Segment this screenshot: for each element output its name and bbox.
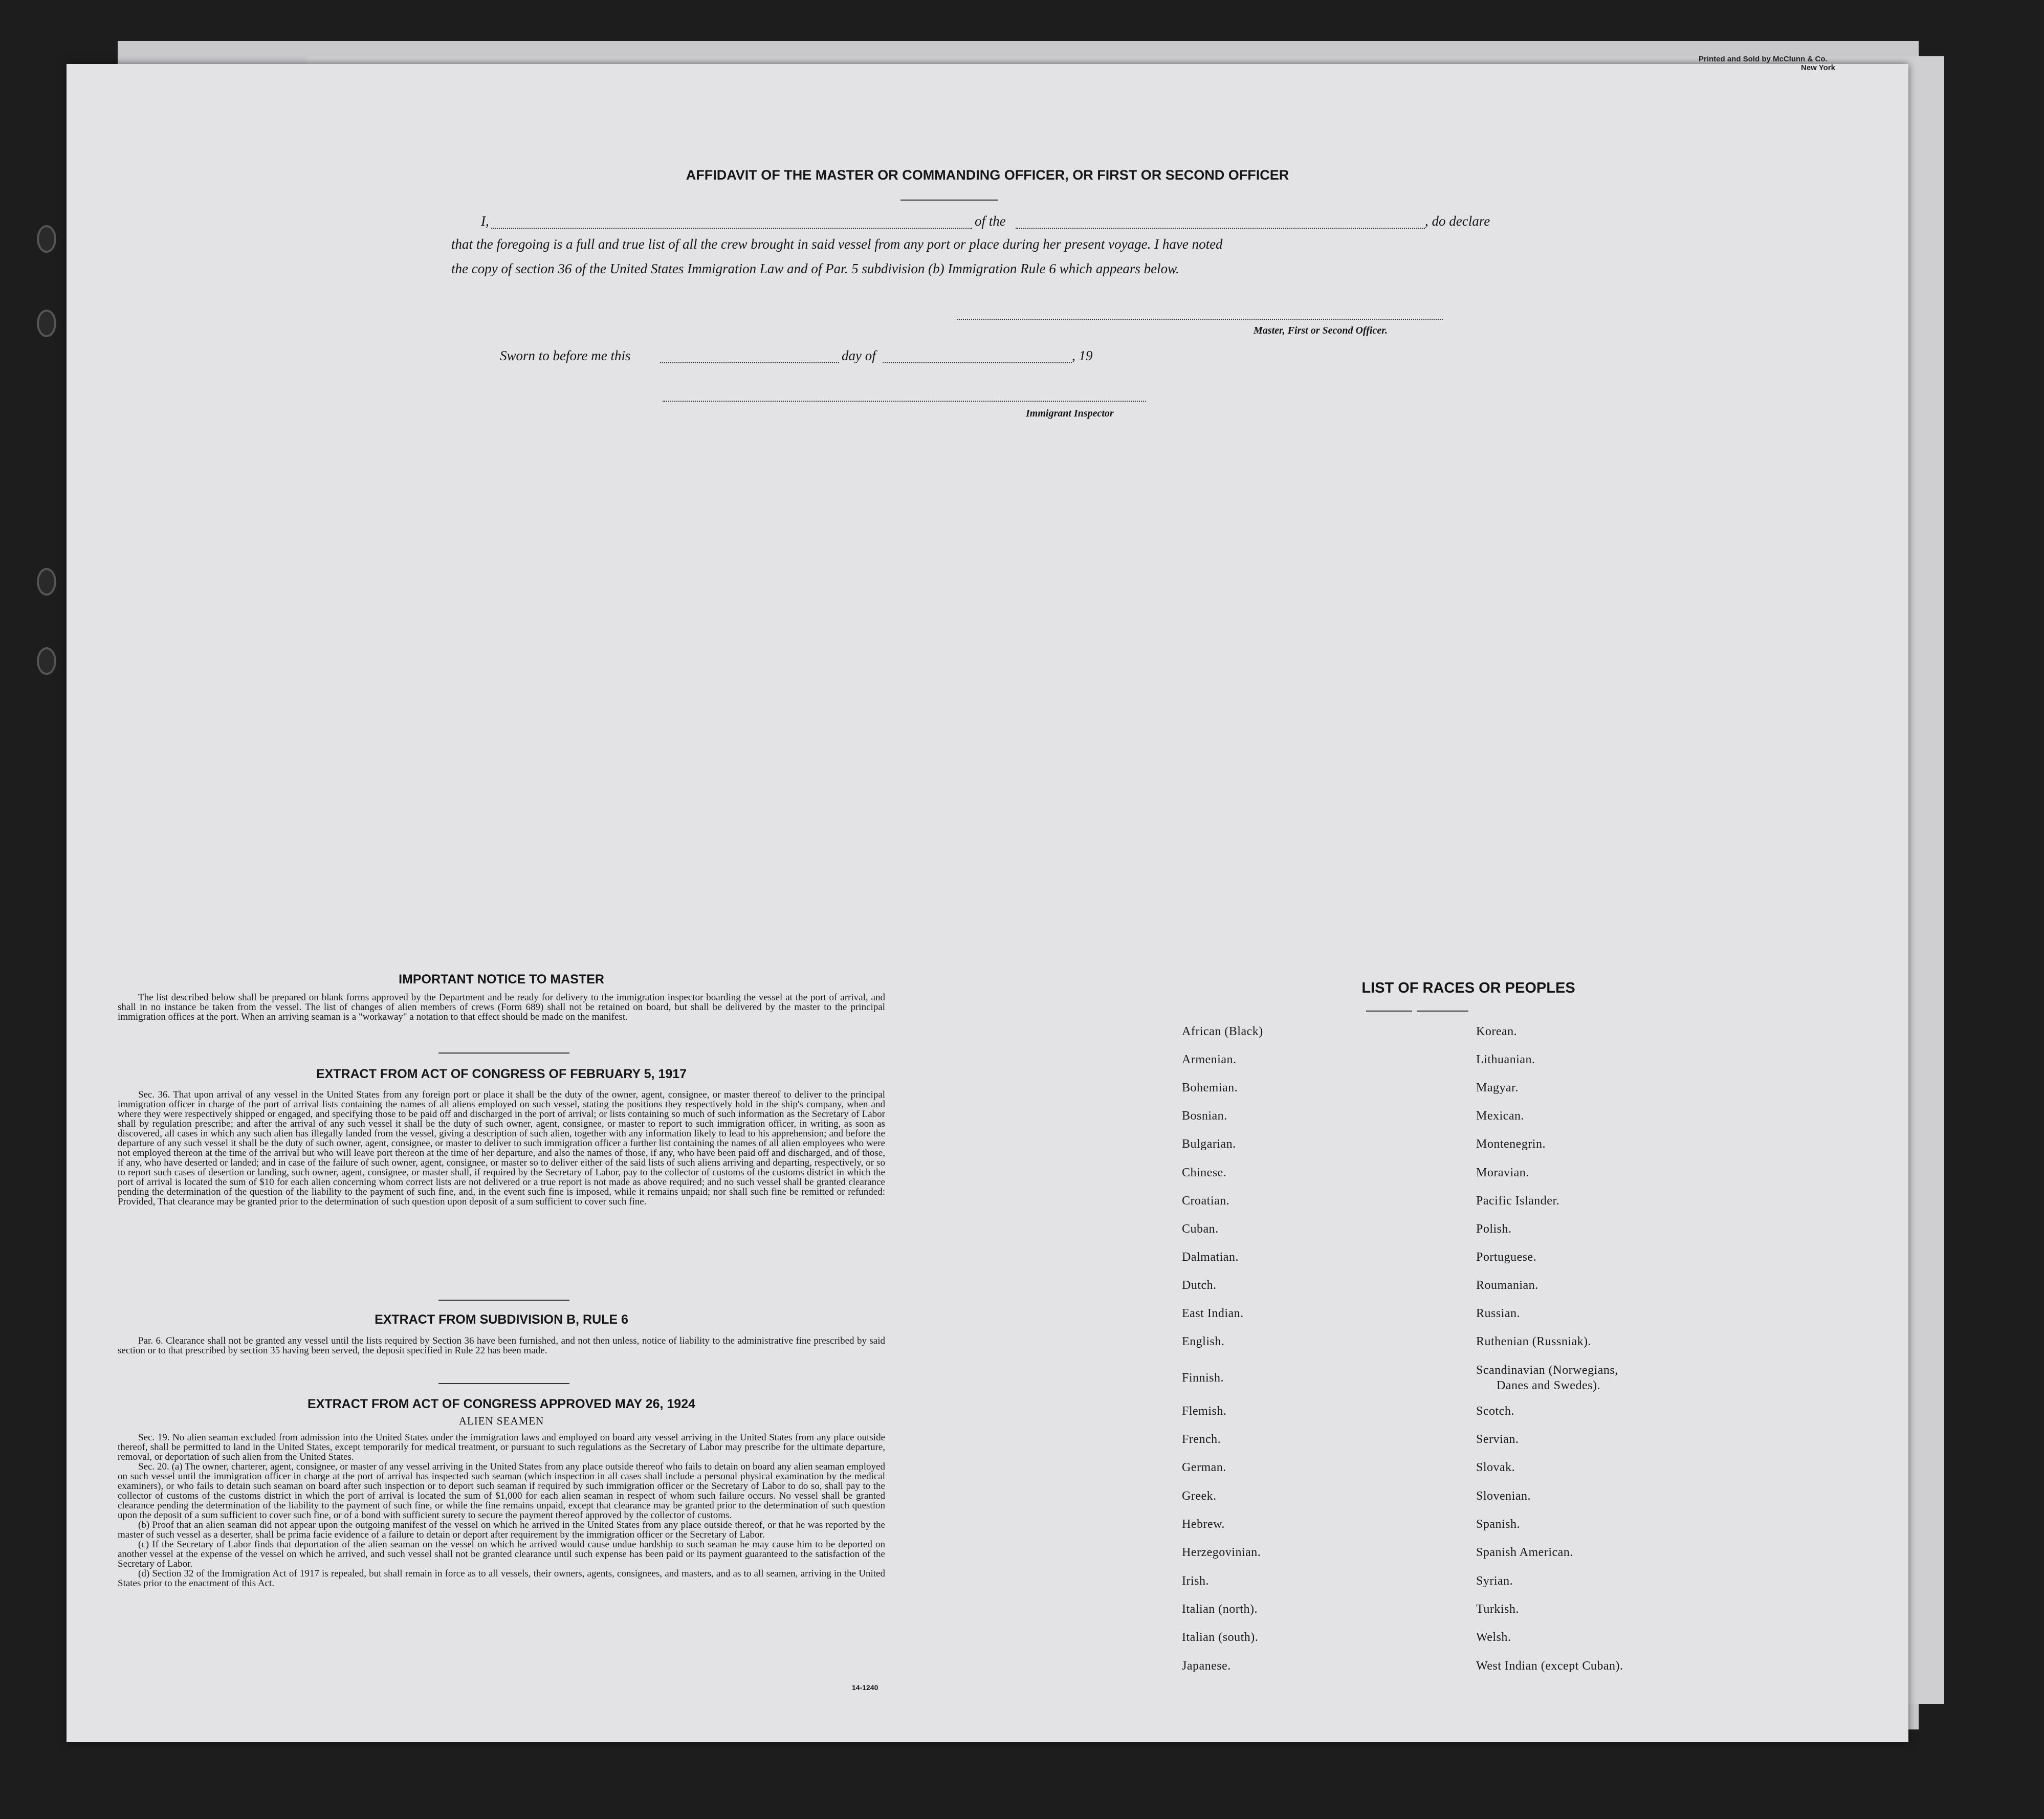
notice-body	[118, 993, 885, 1022]
race-item: Irish.	[1182, 1574, 1209, 1588]
punch-mark	[37, 225, 56, 253]
sworn-label: Sworn to before me this	[500, 348, 631, 363]
race-item: Danes and Swedes).	[1497, 1379, 1600, 1392]
races-title: LIST OF RACES OR PEOPLES	[1361, 980, 1575, 996]
race-item: Scotch.	[1476, 1405, 1514, 1418]
race-item: Roumanian.	[1476, 1279, 1539, 1292]
race-item: Croatian.	[1182, 1194, 1230, 1208]
extract-1924-paragraph: (c) If the Secretary of Labor finds that deportation of the alien seaman on the vessel on which he arrived would cause undue hardship to such seaman he may cause him to be deported on another vessel at the expense of the vessel on which he arrived, and such vessel shall not be granted clearance until such expense has been paid or its payment guaranteed to the satisfaction of the Secretary of Labor.	[118, 1539, 885, 1569]
race-item: Montenegrin.	[1476, 1137, 1546, 1151]
affidavit-line-3: the copy of section 36 of the United States Immigration Law and of Par. 5 subdivision (b) Immigration Rule 6 which appears below.	[451, 261, 1179, 276]
race-item: Flemish.	[1182, 1405, 1227, 1418]
section-divider	[438, 1383, 569, 1384]
race-item: Bosnian.	[1182, 1109, 1227, 1123]
race-item: Bulgarian.	[1182, 1137, 1236, 1151]
extract-1917-title: EXTRACT FROM ACT OF CONGRESS OF FEBRUARY 5, 1917	[316, 1067, 687, 1081]
punch-mark	[37, 647, 56, 675]
extract-1924-title: EXTRACT FROM ACT OF CONGRESS APPROVED MAY 26, 1924	[307, 1397, 696, 1411]
race-item: Welsh.	[1476, 1631, 1511, 1644]
affidavit-title: AFFIDAVIT OF THE MASTER OR COMMANDING OFFICER, OR FIRST OR SECOND OFFICER	[686, 167, 1289, 183]
races-divider	[1366, 1011, 1412, 1012]
race-item: Slovenian.	[1476, 1489, 1531, 1503]
race-item: Chinese.	[1182, 1166, 1227, 1179]
vessel-blank	[1016, 228, 1425, 229]
notice-title: IMPORTANT NOTICE TO MASTER	[399, 972, 604, 987]
race-item: English.	[1182, 1335, 1225, 1348]
master-signature-line	[957, 319, 1443, 320]
affidavit-of-the-label: of the	[975, 213, 1006, 229]
affidavit-line-2: that the foregoing is a full and true list of all the crew brought in said vessel from any port or place during her present voyage. I have noted	[451, 236, 1223, 252]
affidavit-i-label: I,	[481, 213, 489, 229]
race-item: Scandinavian (Norwegians,	[1476, 1364, 1618, 1377]
title-divider	[900, 200, 998, 201]
race-item: Russian.	[1476, 1307, 1521, 1320]
race-item: Servian.	[1476, 1433, 1519, 1446]
race-item: Dalmatian.	[1182, 1251, 1239, 1264]
race-item: Syrian.	[1476, 1574, 1513, 1588]
affidavit-declare-label: , do declare	[1425, 213, 1490, 229]
printer-line: New York	[1801, 63, 1835, 72]
race-item: Lithuanian.	[1476, 1053, 1535, 1066]
race-item: East Indian.	[1182, 1307, 1244, 1320]
race-item: Ruthenian (Russniak).	[1476, 1335, 1592, 1348]
section-divider	[438, 1300, 569, 1301]
manifest-page	[67, 55, 1908, 1742]
extract-rule6-body	[118, 1336, 885, 1355]
inspector-caption: Immigrant Inspector	[1026, 408, 1114, 419]
race-item: Polish.	[1476, 1222, 1512, 1236]
race-item: Spanish.	[1476, 1518, 1521, 1531]
race-item: Japanese.	[1182, 1659, 1231, 1673]
extract-1917-body	[118, 1090, 885, 1207]
race-item: Pacific Islander.	[1476, 1194, 1560, 1208]
extract-1924-paragraph: (b) Proof that an alien seaman did not appear upon the outgoing manifest of the vessel on which he arrived in the United States from any place outside thereof, or that he was reported by the master of such vessel as a deserter, shall be prima facie evidence of a failure to detain or deport after requirement by the immigration officer or the Secretary of Labor.	[118, 1520, 885, 1540]
race-item: Slovak.	[1476, 1461, 1515, 1474]
sworn-month-blank	[883, 362, 1072, 363]
race-item: Herzegovinian.	[1182, 1546, 1261, 1559]
name-blank	[491, 228, 972, 229]
race-item: African (Black)	[1182, 1025, 1263, 1038]
race-item: Finnish.	[1182, 1371, 1224, 1385]
race-item: West Indian (except Cuban).	[1476, 1659, 1623, 1673]
punch-mark	[37, 310, 56, 337]
race-item: Armenian.	[1182, 1053, 1237, 1066]
extract-1917-paragraph: Sec. 36. That upon arrival of any vessel in the United States from any foreign port or place it shall be the duty of the owner, agent, consignee, or master thereof to deliver to the principal immigration officer in charge of the port of arrival lists containing the names of all aliens employed on such vessel, stating the positions they respectively hold in the ship's company, when and where they were respectively shipped or engaged, and specifying those to be paid off and discharged in the port of arrival; or lists containing so much of such information as the Secretary of Labor shall by regulation prescribe; and after the arrival of any such vessel it shall be the duty of such owner, agent, consignee, or master to report to such immigration officer, in writing, as soon as discovered, all cases in which any such alien has illegally landed from the vessel, giving a description of such alien, together with any information likely to lead to his apprehension; and before the departure of any such vessel it shall be the duty of such owner, agent, consignee, or master to deliver to such immigration officer a further list containing the names of all alien employees who were not employed thereon at the time of the arrival but who will leave port thereon at the time of her departure, and also the names of those, if any, who have been paid off and discharged, and of those, if any, who have deserted or landed; and in case of the failure of such owner, agent, consignee, or master so to deliver either of the said lists of such aliens arriving and departing, respectively, or so to report such cases of desertion or landing, such owner, agent, consignee, or master shall, if required by the Secretary of Labor, pay to the collector of customs of the customs district in which the port of arrival is located the sum of $10 for each alien concerning whom correct lists are not delivered or a true report is not made as above required; and no such vessel shall be granted clearance pending the determination of the question of the liability to the payment of such fine, and, in the event such fine is imposed, while it remains unpaid; nor shall such fine be remitted or refunded: Provided, That clearance may be granted prior to the determination of such question upon deposit of a sum sufficient to cover such fine.	[118, 1089, 885, 1207]
race-item: Portuguese.	[1476, 1251, 1537, 1264]
race-item: Italian (south).	[1182, 1631, 1259, 1644]
race-item: Mexican.	[1476, 1109, 1524, 1123]
form-number: 14-1240	[852, 1683, 878, 1692]
printer-imprint	[1699, 55, 1835, 72]
punch-mark	[37, 568, 56, 596]
race-item: Cuban.	[1182, 1222, 1219, 1236]
inspector-signature-line	[663, 401, 1146, 402]
race-item: Magyar.	[1476, 1081, 1519, 1094]
race-item: French.	[1182, 1433, 1221, 1446]
race-item: Greek.	[1182, 1489, 1217, 1503]
race-item: Dutch.	[1182, 1279, 1217, 1292]
race-item: German.	[1182, 1461, 1226, 1474]
race-item: Korean.	[1476, 1025, 1518, 1038]
day-of-label: day of	[842, 348, 876, 363]
race-item: Bohemian.	[1182, 1081, 1238, 1094]
master-caption: Master, First or Second Officer.	[1254, 325, 1388, 336]
section-divider	[438, 1053, 569, 1054]
extract-1924-paragraph: Sec. 19. No alien seaman excluded from admission into the United States under the immigration laws and employed on board any vessel arriving in the United States from any place outside thereof, shall be permitted to land in the United States, except temporarily for medical treatment, or pursuant to such regulations as the Secretary of Labor may prescribe for the ultimate departure, removal, or deportation of such alien from the United States.	[118, 1432, 885, 1462]
race-item: Turkish.	[1476, 1603, 1519, 1616]
race-item: Hebrew.	[1182, 1518, 1225, 1531]
extract-rule6-paragraph: Par. 6. Clearance shall not be granted any vessel until the lists required by Section 36 have been furnished, and not then unless, notice of liability to the administrative fine prescribed by said section or to that prescribed by section 35 having been served, the deposit specified in Rule 22 has been made.	[118, 1335, 885, 1356]
extract-1924-paragraph: (d) Section 32 of the Immigration Act of 1917 is repealed, but shall remain in force as to all vessels, their owners, agents, consignees, and masters, and as to all seamen, arriving in the United States prior to the enactment of this Act.	[118, 1568, 885, 1589]
sworn-day-blank	[660, 362, 839, 363]
races-divider	[1417, 1011, 1468, 1012]
extract-1924-paragraph: Sec. 20. (a) The owner, charterer, agent, consignee, or master of any vessel arriving in the United States from any place outside thereof who fails to detain on board any alien seaman employed on such vessel until the immigration officer in charge at the port of arrival has inspected such seaman (which inspection in all cases shall include a personal physical examination by the medical examiners), or who fails to detain such seaman on board after such inspection or to deport such seaman if required by such immigration officer or the Secretary of Labor to do so, shall pay to the collector of customs of the customs district in which the port of arrival is located the sum of $1,000 for each alien seaman in respect of whom such failure occurs. No vessel shall be granted clearance pending the determination of the liability to the payment of such fine, or while the fine remains unpaid, except that clearance may be granted prior to the determination of such question upon the deposit of a sum sufficient to cover such fine, or of a bond with sufficient surety to secure the payment thereof approved by the collector of customs.	[118, 1461, 885, 1521]
extract-1924-body	[118, 1433, 885, 1588]
year-label: , 19	[1072, 348, 1093, 363]
race-item: Spanish American.	[1476, 1546, 1573, 1559]
extract-rule6-title: EXTRACT FROM SUBDIVISION B, RULE 6	[375, 1312, 628, 1327]
extract-1924-subtitle: ALIEN SEAMEN	[458, 1415, 544, 1427]
race-item: Italian (north).	[1182, 1603, 1258, 1616]
printer-line: Printed and Sold by McClunn & Co.	[1699, 55, 1828, 63]
notice-paragraph: The list described below shall be prepared on blank forms approved by the Department and be ready for delivery to the immigration inspector boarding the vessel at the port of arrival, and shall in no instance be taken from the vessel. The list of changes of alien members of crews (Form 689) shall not be retained on board, but shall be delivered by the master to the principal immigration offices at the port. When an arriving seaman is a "workaway" a notation to that effect should be made on the manifest.	[118, 992, 885, 1022]
race-item: Moravian.	[1476, 1166, 1529, 1179]
